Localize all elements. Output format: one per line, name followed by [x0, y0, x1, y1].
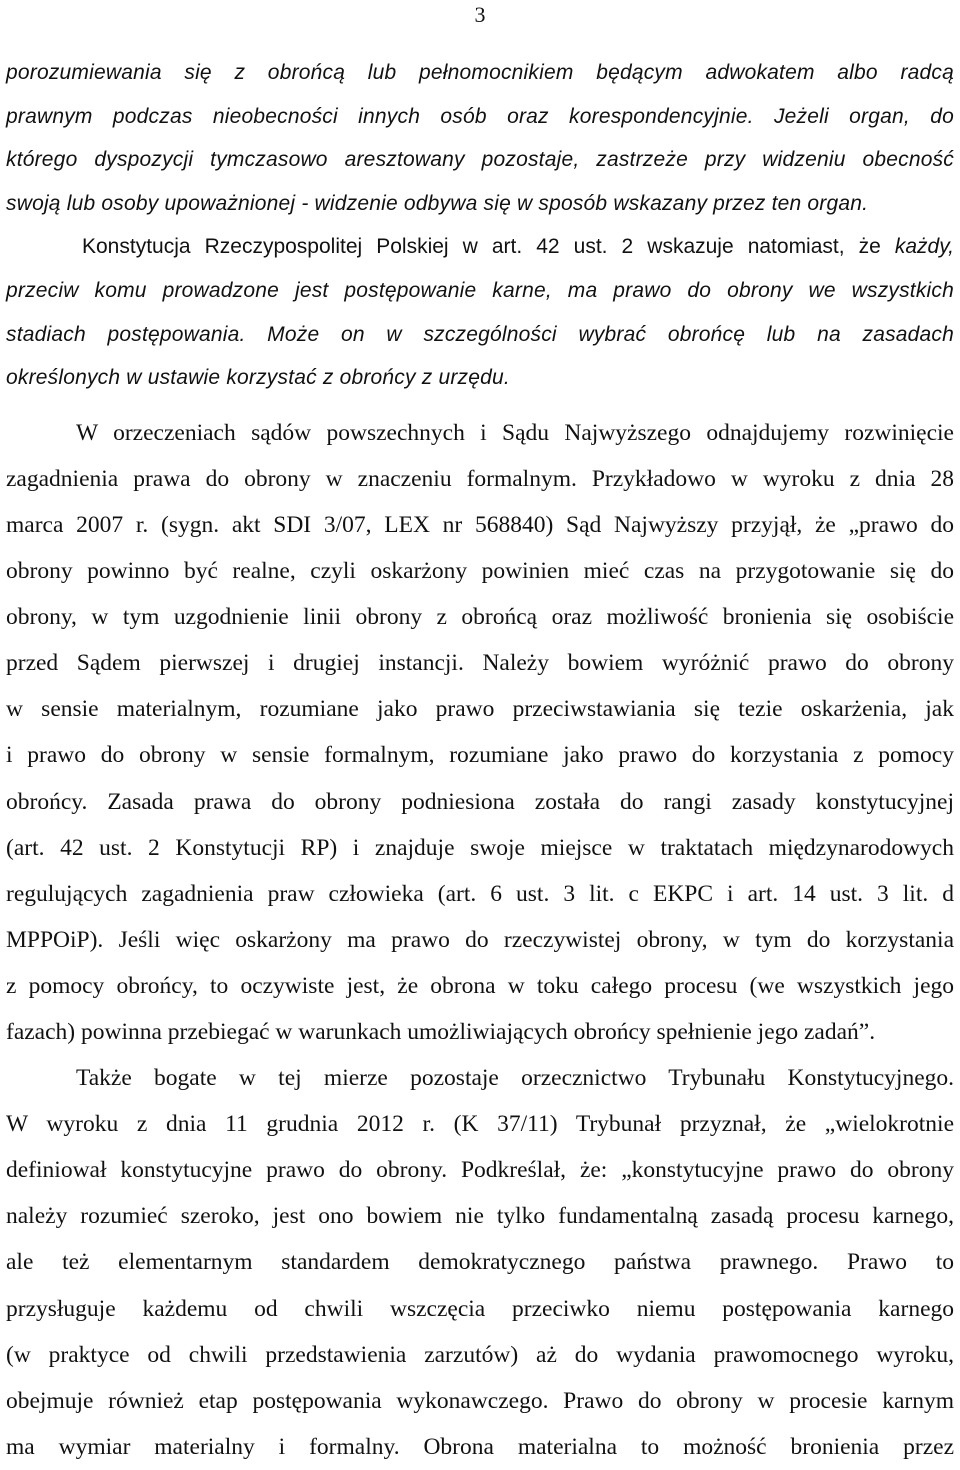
text-line: w sensie materialnym, rozumiane jako prawo przeciwstawiania się tezie oskarżenia, jak	[6, 696, 954, 723]
text-line: porozumiewania się z obrońcą lub pełnomocnikiem będącym adwokatem albo radcą	[6, 61, 954, 84]
text-line: z pomocy obrońcy, to oczywiste jest, że obrona w toku całego procesu (we wszystkich jego	[6, 972, 954, 999]
text-line: Także bogate w tej mierze pozostaje orzecznictwo Trybunału Konstytucyjnego.	[76, 1065, 954, 1092]
page-number: 3	[474, 2, 486, 27]
text-line: przed Sądem pierwszej i drugiej instancji. Należy bowiem wyróżnić prawo do obrony	[6, 650, 954, 677]
text-line: obrony powinno być realne, czyli oskarżony powinien mieć czas na przygotowanie się do	[6, 558, 954, 585]
document-body	[6, 51, 954, 1470]
text-line: swoją lub osoby upoważnionej - widzenie odbywa się w sposób wskazany przez ten organ.	[6, 191, 869, 215]
text-line-quote: stadiach postępowania. Może on w szczególności wybrać obrońcę lub na zasadach	[6, 322, 954, 346]
paragraph-continuation	[6, 51, 954, 400]
text-line: i prawo do obrony w sensie formalnym, rozumiane jako prawo do korzystania z pomocy	[6, 742, 954, 769]
text-line: MPPOiP). Jeśli więc oskarżony ma prawo do rzeczywistej obrony, w tym do korzystania	[6, 926, 954, 953]
text-line: W orzeczeniach sądów powszechnych i Sądu Najwyższego odnajdujemy rozwinięcie	[76, 419, 954, 446]
text-line: obrony, w tym uzgodnienie linii obrony z obrońcą oraz możliwość bronienia się osobiście	[6, 604, 954, 631]
text-line: zagadnienia prawa do obrony w znaczeniu formalnym. Przykładowo w wyroku z dnia 28	[6, 465, 954, 492]
text-line-quote: określonych w ustawie korzystać z obrońcy z urzędu.	[6, 366, 510, 390]
constitution-citation-text: Konstytucja Rzeczypospolitej Polskiej w art. 42 ust. 2 wskazuje natomiast, że	[82, 235, 895, 259]
text-line: W wyroku z dnia 11 grudnia 2012 r. (K 37/11) Trybunał przyznał, że „wielokrotnie	[6, 1111, 954, 1138]
text-line: marca 2007 r. (sygn. akt SDI 3/07, LEX nr 568840) Sąd Najwyższy przyjął, że „prawo do	[6, 511, 954, 538]
text-line: ale też elementarnym standardem demokratycznego państwa prawnego. Prawo to	[6, 1249, 954, 1276]
text-line-mixed	[6, 225, 954, 269]
text-line: przysługuje każdemu od chwili wszczęcia przeciwko niemu postępowania karnego	[6, 1295, 954, 1322]
text-line: regulujących zagadnienia praw człowieka (art. 6 ust. 3 lit. c EKPC i art. 14 ust. 3 lit. d	[6, 880, 954, 907]
text-line: definiował konstytucyjne prawo do obrony. Podkreślał, że: „konstytucyjne prawo do obrony	[6, 1157, 954, 1184]
text-line: (art. 42 ust. 2 Konstytucji RP) i znajduje swoje miejsce w traktatach międzynarodowych	[6, 834, 954, 861]
text-line: ma wymiar materialny i formalny. Obrona materialna to możność bronienia przez	[6, 1433, 954, 1460]
text-line: (w praktyce od chwili przedstawienia zarzutów) aż do wydania prawomocnego wyroku,	[6, 1341, 954, 1368]
constitution-quote-start: każdy,	[894, 235, 954, 259]
text-line: którego dyspozycji tymczasowo aresztowany pozostaje, zastrzeże przy widzeniu obecność	[6, 148, 954, 172]
text-line: należy rozumieć szeroko, jest ono bowiem nie tylko fundamentalną zasadą procesu karnego,	[6, 1203, 954, 1230]
text-line: obejmuje również etap postępowania wykonawczego. Prawo do obrony w procesie karnym	[6, 1387, 954, 1414]
text-line-quote: przeciw komu prowadzone jest postępowanie karne, ma prawo do obrony we wszystkich	[6, 278, 954, 302]
text-line: prawnym podczas nieobecności innych osób oraz korespondencyjnie. Jeżeli organ, do	[6, 104, 954, 128]
text-line: fazach) powinna przebiegać w warunkach umożliwiających obrońcy spełnienie jego zadań”.	[6, 1018, 876, 1045]
text-line: obrońcy. Zasada prawa do obrony podniesiona została do rangi zasady konstytucyjnej	[6, 788, 954, 815]
paragraph-main	[6, 410, 954, 1470]
